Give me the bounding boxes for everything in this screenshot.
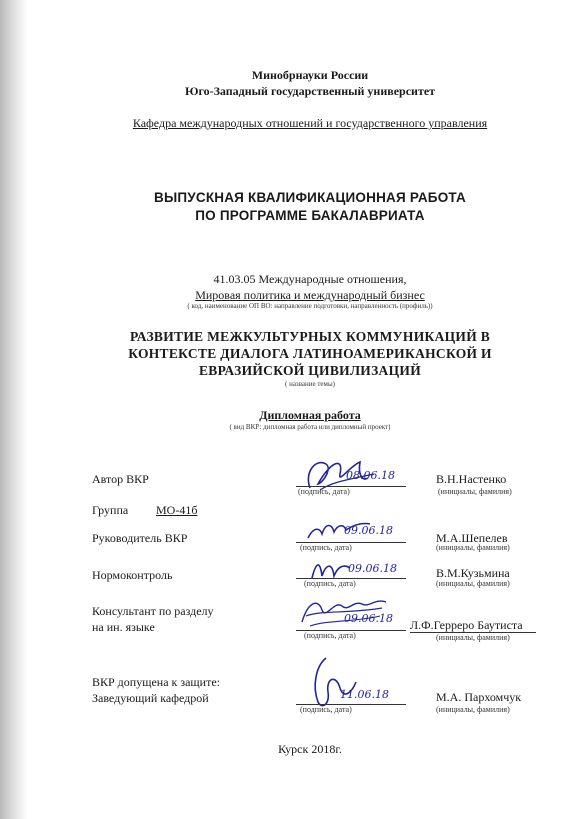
work-type-caption: ( вид ВКР: дипломная работа или дипломный проект) <box>229 423 391 431</box>
supervisor-date: 09.06.18 <box>344 524 393 537</box>
ministry-name: Минобрнауки России <box>251 68 369 82</box>
topic-line1: РАЗВИТИЕ МЕЖКУЛЬТУРНЫХ КОММУНИКАЦИЙ В <box>129 329 491 344</box>
consultant-sign-caption: (подпись, дата) <box>304 631 356 640</box>
work-title-line2: ПО ПРОГРАММЕ БАКАЛАВРИАТА <box>195 208 425 223</box>
program-profile: Мировая политика и международный бизнес <box>195 288 425 302</box>
admission-date: 11.06.18 <box>340 688 389 701</box>
topic-line2: КОНТЕКСТЕ ДИАЛОГА ЛАТИНОАМЕРИКАНСКОЙ И <box>128 346 492 361</box>
supervisor-label: Руководитель ВКР <box>92 531 188 545</box>
work-title-line1: ВЫПУСКНАЯ КВАЛИФИКАЦИОННАЯ РАБОТА <box>154 190 466 205</box>
consultant-name-caption: (инициалы, фамилия) <box>436 633 510 642</box>
author-sign-caption: (подпись, дата) <box>298 487 350 496</box>
head-name-caption: (инициалы, фамилия) <box>436 705 510 714</box>
consultant-name: Л.Ф.Герреро Баутиста <box>410 618 523 632</box>
author-name: В.Н.Настенко <box>436 472 507 486</box>
group-label: Группа <box>92 503 129 517</box>
admission-line1: ВКР допущена к защите: <box>92 675 220 689</box>
topic-caption: ( название темы) <box>285 380 335 388</box>
author-date: 08.06.18 <box>346 469 395 482</box>
admission-line2: Заведующий кафедрой <box>92 691 209 705</box>
consultant-date: 09.06.18 <box>344 612 393 625</box>
normcontrol-name: В.М.Кузьмина <box>436 566 510 580</box>
consultant-label-line1: Консультант по разделу <box>92 604 214 618</box>
supervisor-sign-caption: (подпись, дата) <box>300 543 352 552</box>
author-label: Автор ВКР <box>92 472 149 486</box>
program-caption: ( код, наименование ОП ВО: направление подготовки, направленность (профиль)) <box>187 302 433 310</box>
head-name: М.А. Пархомчук <box>436 690 522 704</box>
department-name: Кафедра международных отношений и государственного управления <box>132 116 488 130</box>
normcontrol-name-caption: (инициалы, фамилия) <box>436 579 510 588</box>
supervisor-name-caption: (инициалы, фамилия) <box>436 543 510 552</box>
consultant-label-line2: на ин. языке <box>92 620 155 634</box>
author-name-caption: (инициалы, фамилия) <box>438 487 512 496</box>
place-year: Курск 2018г. <box>278 742 342 756</box>
work-type: Дипломная работа <box>259 408 361 422</box>
topic-line3: ЕВРАЗИЙСКОЙ ЦИВИЛИЗАЦИЙ <box>199 363 421 378</box>
admission-sign-caption: (подпись, дата) <box>300 705 352 714</box>
normcontrol-date: 09.06.18 <box>348 562 397 575</box>
normcontrol-label: Нормоконтроль <box>92 568 173 582</box>
group-value: МО-41б <box>156 503 198 517</box>
head-signature <box>300 652 360 712</box>
program-code: 41.03.05 Международные отношения, <box>213 272 407 286</box>
supervisor-name: М.А.Шепелев <box>436 531 508 545</box>
normcontrol-sign-caption: (подпись, дата) <box>304 579 356 588</box>
university-name: Юго-Западный государственный университет <box>184 84 436 98</box>
